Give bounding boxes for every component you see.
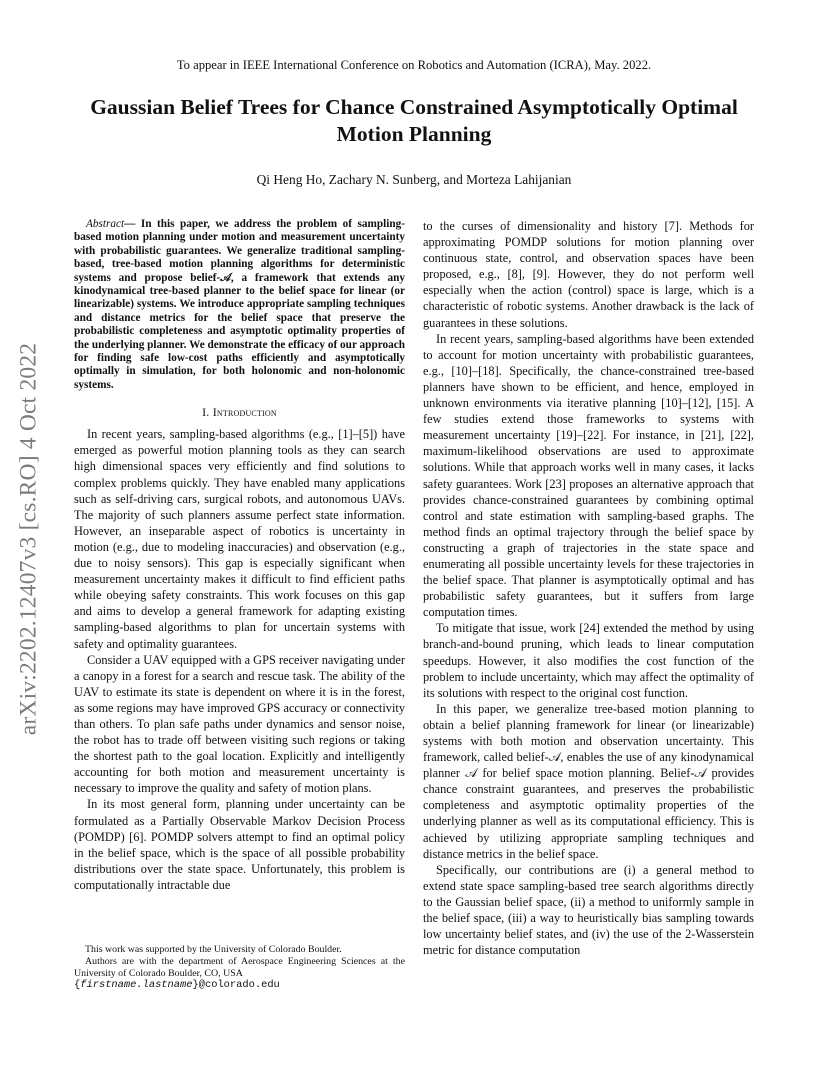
left-column <box>74 218 405 893</box>
right-column <box>423 218 754 958</box>
footnote-support: This work was supported by the University of Colorado Boulder. <box>85 944 342 955</box>
abstract <box>74 218 405 392</box>
paper-title: Gaussian Belief Trees for Chance Constrained Asymptotically Optimal Motion Planning <box>90 95 738 146</box>
footnote-affiliation: Authors are with the department of Aerospace Engineering Sciences at the University of Colorado Boulder, CO, USA <box>74 955 405 979</box>
intro-paragraph: In recent years, sampling-based algorithms (e.g., [1]–[5]) have emerged as powerful motion planning tools as they can search high dimensional spaces very efficiently and find solutions to complex problems quickly. They have enabled many applications such as self-driving cars, surgical robots, and autonomous UAVs. The majority of such planners assume perfect state information. However, an inseparable aspect of robotics is uncertainty in motion (e.g., due to modeling inaccuracies) and observation (e.g., due to noisy sensors). This gap is especially significant when measurement uncertainty makes it difficult to find efficient paths while obeying safety constraints. This work focuses on this gap and aims to develop a general framework for adapting existing sampling-based algorithms to plan for uncertain systems with safety and optimality guarantees. <box>74 427 405 651</box>
venue-line: To appear in IEEE International Conference on Robotics and Automation (ICRA), May. 2022. <box>176 58 652 72</box>
section-heading-introduction: I. Introduction <box>202 405 277 420</box>
email-name: firstname.lastname <box>80 978 193 991</box>
intro-paragraph: In recent years, sampling-based algorithms have been extended to account for motion uncertainty with probabilistic guarantees, e.g., [10]–[18]. Specifically, the chance-constrained tree-based planners have shown to be efficient, and hence, employed in unknown environments via iterative planning [10]–[12], [15]. A few studies extend those frameworks to systems with measurement uncertainty [19]–[22]. For instance, in [21], [22], maximum-likelihood observations are used to approximate solutions. While that approach works well in many cases, it lacks safety guarantees. Work [23] proposes an alternative approach that provides chance-constrained guarantees by combining optimal control and state estimation with sampling-based graphs. The method finds an optimal trajectory through the belief space by constructing a graph of trajectories in the state space and enumerating all possible uncertainty levels for these trajectories in the belief space. That planner is asymptotically optimal and has probabilistic safety guarantees, but it suffers from large computation times. <box>423 331 754 620</box>
arxiv-id: arXiv:2202.12407v3 [cs.RO] 4 Oct 2022 <box>15 342 42 736</box>
abstract-text: — In this paper, we address the problem of sampling-based motion planning under motion and measurement uncertainty with probabilistic guarantees. We generalize traditional sampling-based, tree-based motion planning algorithms for deterministic systems and propose belief-𝒜, a framework that extends any kinodynamical tree-based planner to the belief space for linear (or linearizable) systems. We introduce appropriate sampling techniques and distance metrics for the belief space that preserve the probabilistic completeness and asymptotic optimality properties of the underlying planner. We demonstrate the efficacy of our approach for finding safe low-cost paths efficiently and asymptotically optimally in simulation, for both holonomic and non-holonomic systems. <box>74 218 405 391</box>
footnote <box>74 944 405 992</box>
intro-paragraph: To mitigate that issue, work [24] extended the method by using branch-and-bound pruning, which leads to linear computation speedups. However, it also modifies the cost function of the problem to include uncertainty, which may affect the optimality of its solutions with respect to the original cost function. <box>423 621 754 700</box>
intro-paragraph: In this paper, we generalize tree-based motion planning to obtain a belief planning framework for linear (or linearizable) systems with both motion and observation uncertainty. This framework, called belief-𝒜, enables the use of any kinodynamical planner 𝒜 for belief space motion planning. Belief-𝒜 provides chance constraint guarantees, and preserves the probabilistic completeness and asymptotic optimality properties of the underlying planner as well as its computational efficiency. This is achieved by utilizing appropriate sampling techniques and distance metrics in the belief space. <box>423 701 754 861</box>
intro-paragraph: In its most general form, planning under uncertainty can be formulated as a Partially Observable Markov Decision Process (POMDP) [6]. POMDP solvers attempt to find an optimal policy in the belief space, which is the space of all possible probability distributions over the state space. Unfortunately, this problem is computationally intractable due <box>74 797 405 892</box>
intro-paragraph: to the curses of dimensionality and history [7]. Methods for approximating POMDP solutions for motion planning over continuous state, control, and observation spaces have been proposed, e.g., [8], [9]. However, they do not perform well especially when the action (control) space is large, which is a characteristic of robotic systems. Another drawback is the lack of guarantees in these solutions. <box>423 219 754 330</box>
footnote-email <box>74 980 405 992</box>
intro-paragraph: Specifically, our contributions are (i) a general method to extend state space sampling-based tree search algorithms directly to the Gaussian belief space, (ii) a method to uniformly sample in the belief space, (iii) a way to heuristically bias sampling towards low uncertainty belief states, and (iv) the use of the 2-Wasserstein metric for distance computation <box>423 862 754 958</box>
email-open-brace: { <box>74 978 81 991</box>
abstract-lead: Abstract <box>86 218 125 230</box>
email-domain: }@colorado.edu <box>192 978 280 991</box>
arxiv-sidebar-stamp <box>8 296 50 782</box>
intro-paragraph: Consider a UAV equipped with a GPS receiver navigating under a canopy in a forest for a search and rescue task. The ability of the UAV to estimate its state is dependent on where it is in the forest, as some regions may have improved GPS accuracy or connectivity than others. To plan safe paths under dynamics and sensor noise, the robot has to trade off between visiting such regions or taking the shortest path to the goal location. Explicitly and intelligently accounting for both motion and measurement uncertainty is necessary to improve the quality and safety of motion plans. <box>74 652 406 796</box>
author-list: Qi Heng Ho, Zachary N. Sunberg, and Morteza Lahijanian <box>256 172 572 187</box>
